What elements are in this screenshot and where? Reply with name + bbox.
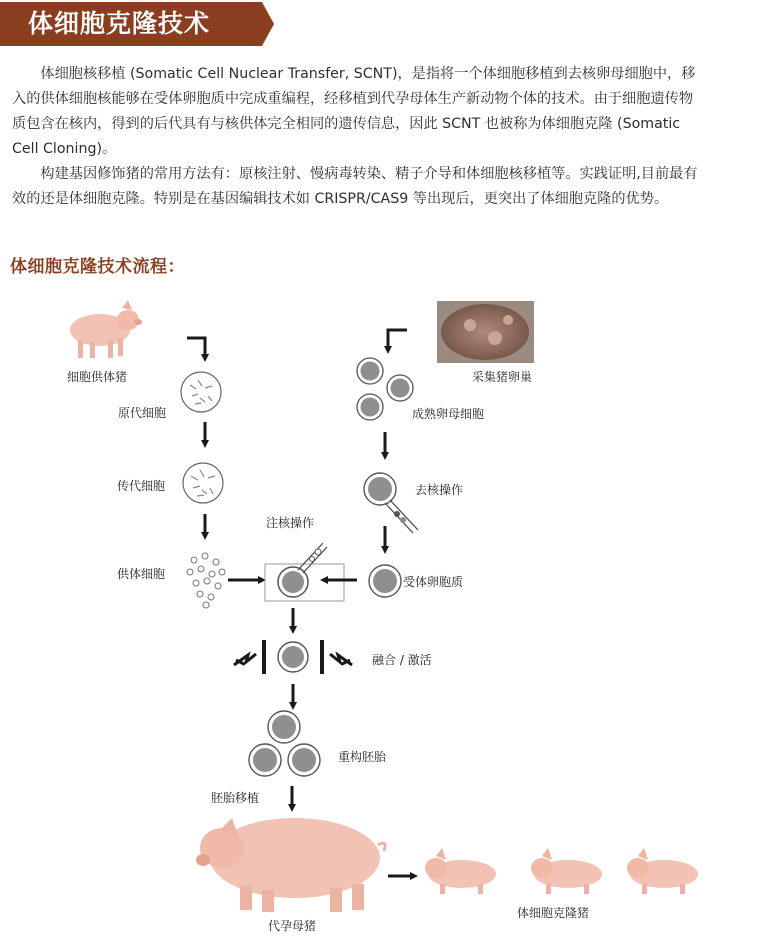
- mature-oocytes-cluster: [357, 358, 413, 420]
- reconstructed-embryos: [249, 711, 320, 776]
- label-mature-oocytes: 成熟卵母细胞: [412, 407, 485, 421]
- label-surrogate-sow: 代孕母猪: [268, 919, 317, 933]
- passage-cells-dish: [183, 463, 223, 503]
- ovary-photo: [437, 301, 534, 363]
- primary-cells-dish: [181, 372, 221, 412]
- recipient-cytoplasm-icon: [369, 565, 401, 597]
- label-embryo-transfer: 胚胎移植: [211, 791, 260, 805]
- label-primary-cells: 原代细胞: [118, 406, 167, 420]
- label-enucleation: 去核操作: [415, 483, 464, 497]
- title-band-tip: [262, 2, 274, 46]
- intro-paragraph-2: 构建基因修饰猪的常用方法有：原核注射、慢病毒转染、精子介导和体细胞核移植等。实践证明,目前最有效的还是体细胞克隆。特别是在基因编辑技术如 CRISPR/CAS9 等出现后，更突出了体细胞克隆的优势。: [12, 166, 698, 207]
- label-recipient-cytoplasm: 受体卵胞质: [403, 575, 464, 589]
- page-title: 体细胞克隆技术: [28, 9, 211, 38]
- label-fusion-activation: 融合 / 激活: [372, 653, 432, 667]
- surrogate-sow-icon: [196, 818, 385, 912]
- injection-box: [265, 543, 344, 601]
- piglet-3-icon: [627, 848, 698, 894]
- piglet-1-icon: [425, 848, 496, 894]
- fusion-activation-icon: [234, 640, 352, 674]
- enucleation-icon: [364, 473, 418, 533]
- intro-paragraph-1: 体细胞核移植 (Somatic Cell Nuclear Transfer, SCNT)，是指将一个体细胞移植到去核卵母细胞中，移入的供体细胞核能够在受体卵胞质中完成重编程，经移植到代孕母体生产新动物个体的技术。由于细胞遗传物质包含在核内，得到的后代具有与核供体完全相同的遗传信息，因此 SCNT 也被称为体细胞克隆 (Somatic Cell Cloning)。: [12, 66, 696, 157]
- cloning-flow-diagram: [0, 290, 775, 941]
- label-collect-ovary: 采集猪卵巢: [472, 370, 533, 384]
- label-cloned-pigs: 体细胞克隆猪: [517, 906, 590, 920]
- label-donor-cells: 供体细胞: [117, 567, 166, 581]
- title-banner: [0, 0, 272, 46]
- section-heading: 体细胞克隆技术流程：: [10, 257, 185, 277]
- label-reconstructed-embryo: 重构胚胎: [338, 750, 387, 764]
- ovary-to-oocyte-arrow: [388, 330, 407, 350]
- piglet-2-icon: [531, 848, 602, 894]
- label-donor-pig: 细胞供体猪: [67, 370, 128, 384]
- label-nuclear-injection: 注核操作: [266, 516, 315, 530]
- cloned-piglets: [425, 848, 698, 894]
- donor-cells-scatter: [187, 553, 225, 608]
- donor-pig-icon: [70, 300, 142, 358]
- donor-to-primary-arrow: [187, 338, 205, 358]
- label-passage-cells: 传代细胞: [117, 479, 166, 493]
